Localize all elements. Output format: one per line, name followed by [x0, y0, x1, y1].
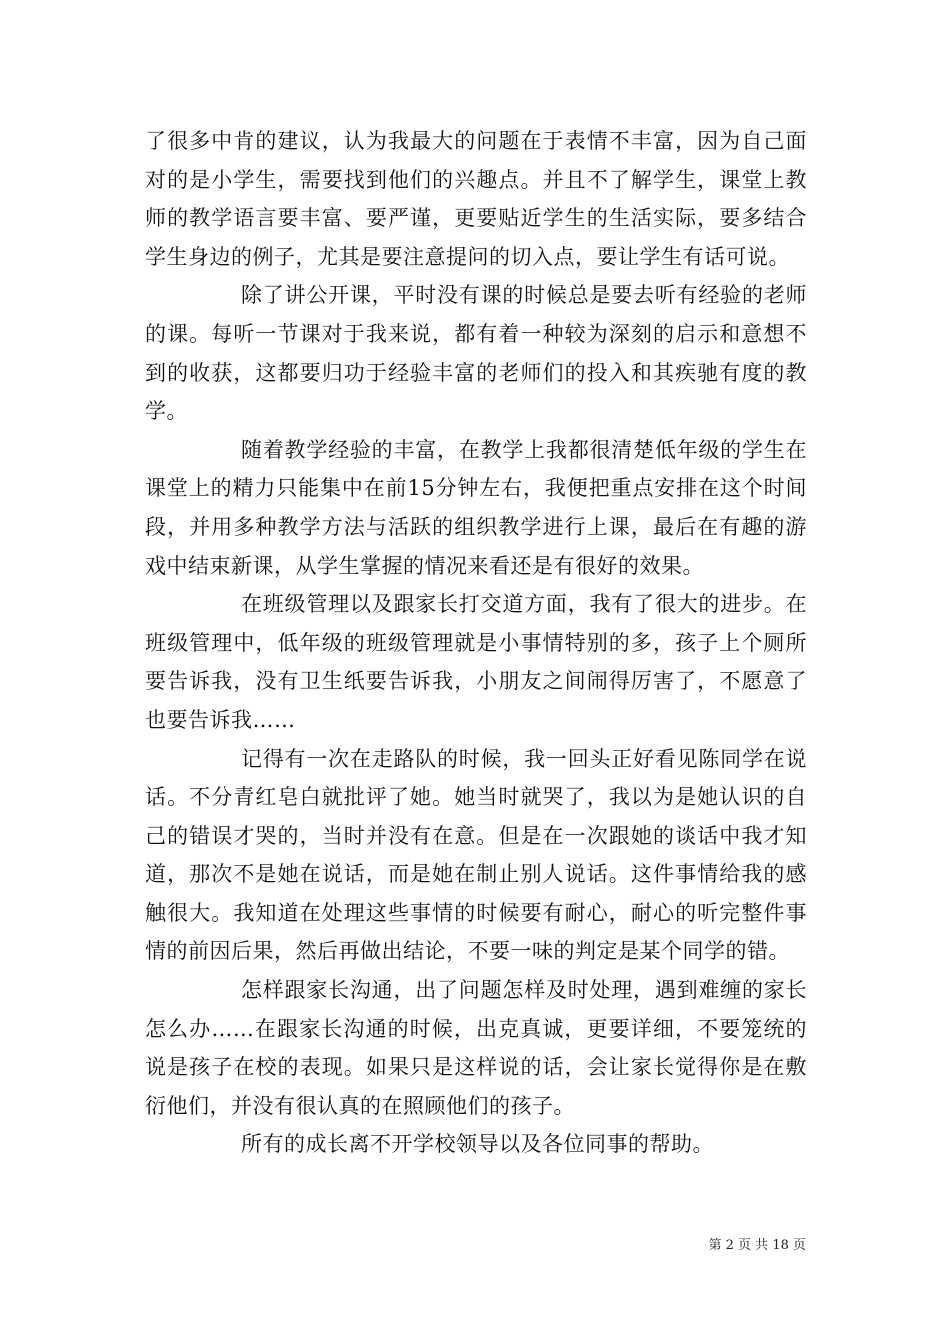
paragraph: 记得有一次在走路队的时候，我一回头正好看见陈同学在说话。不分青红皂白就批评了她。她当时就哭了，我以为是她认识的自己的错误才哭的，当时并没有在意。但是在一次跟她的谈话中我才知道，那次不是她在说话，而是她在制止别人说话。这件事情给我的感触很大。我知道在处理这些事情的时候要有耐心，耐心的听完整件事情的前因后果，然后再做出结论，不要一味的判定是某个同学的错。 — [145, 746, 807, 964]
page-number: 第 2 页 共 18 页 — [708, 1238, 806, 1253]
paragraph: 除了讲公开课，平时没有课的时候总是要去听有经验的老师的课。每听一节课对于我来说，都有着一种较为深刻的启示和意想不到的收获，这都要归功于经验丰富的老师们的投入和其疾驰有度的教学。 — [145, 283, 807, 424]
document-body — [145, 122, 807, 1164]
paragraph: 所有的成长离不开学校领导以及各位同事的帮助。 — [241, 1132, 714, 1157]
paragraph: 随着教学经验的丰富，在教学上我都很清楚低年级的学生在课堂上的精力只能集中在前15分钟左右，我便把重点安排在这个时间段，并用多种教学方法与活跃的组织教学进行上课，最后在有趣的游戏中结束新课，从学生掌握的情况来看还是有很好的效果。 — [145, 437, 807, 578]
paragraph: 在班级管理以及跟家长打交道方面，我有了很大的进步。在班级管理中，低年级的班级管理就是小事情特别的多，孩子上个厕所要告诉我，没有卫生纸要告诉我，小朋友之间闹得厉害了，不愿意了也要告诉我…… — [145, 592, 807, 732]
paragraph: 了很多中肯的建议，认为我最大的问题在于表情不丰富，因为自己面对的是小学生，需要找到他们的兴趣点。并且不了解学生，课堂上教师的教学语言要丰富、要严谨，更要贴近学生的生活实际，要多结合学生身边的例子，尤其是要注意提问的切入点，要让学生有话可说。 — [145, 129, 807, 269]
paragraph: 怎样跟家长沟通，出了问题怎样及时处理，遇到难缠的家长怎么办……在跟家长沟通的时候，出克真诚，更要详细，不要笼统的说是孩子在校的表现。如果只是这样说的话，会让家长觉得你是在敷衍他们，并没有很认真的在照顾他们的孩子。 — [145, 978, 807, 1118]
